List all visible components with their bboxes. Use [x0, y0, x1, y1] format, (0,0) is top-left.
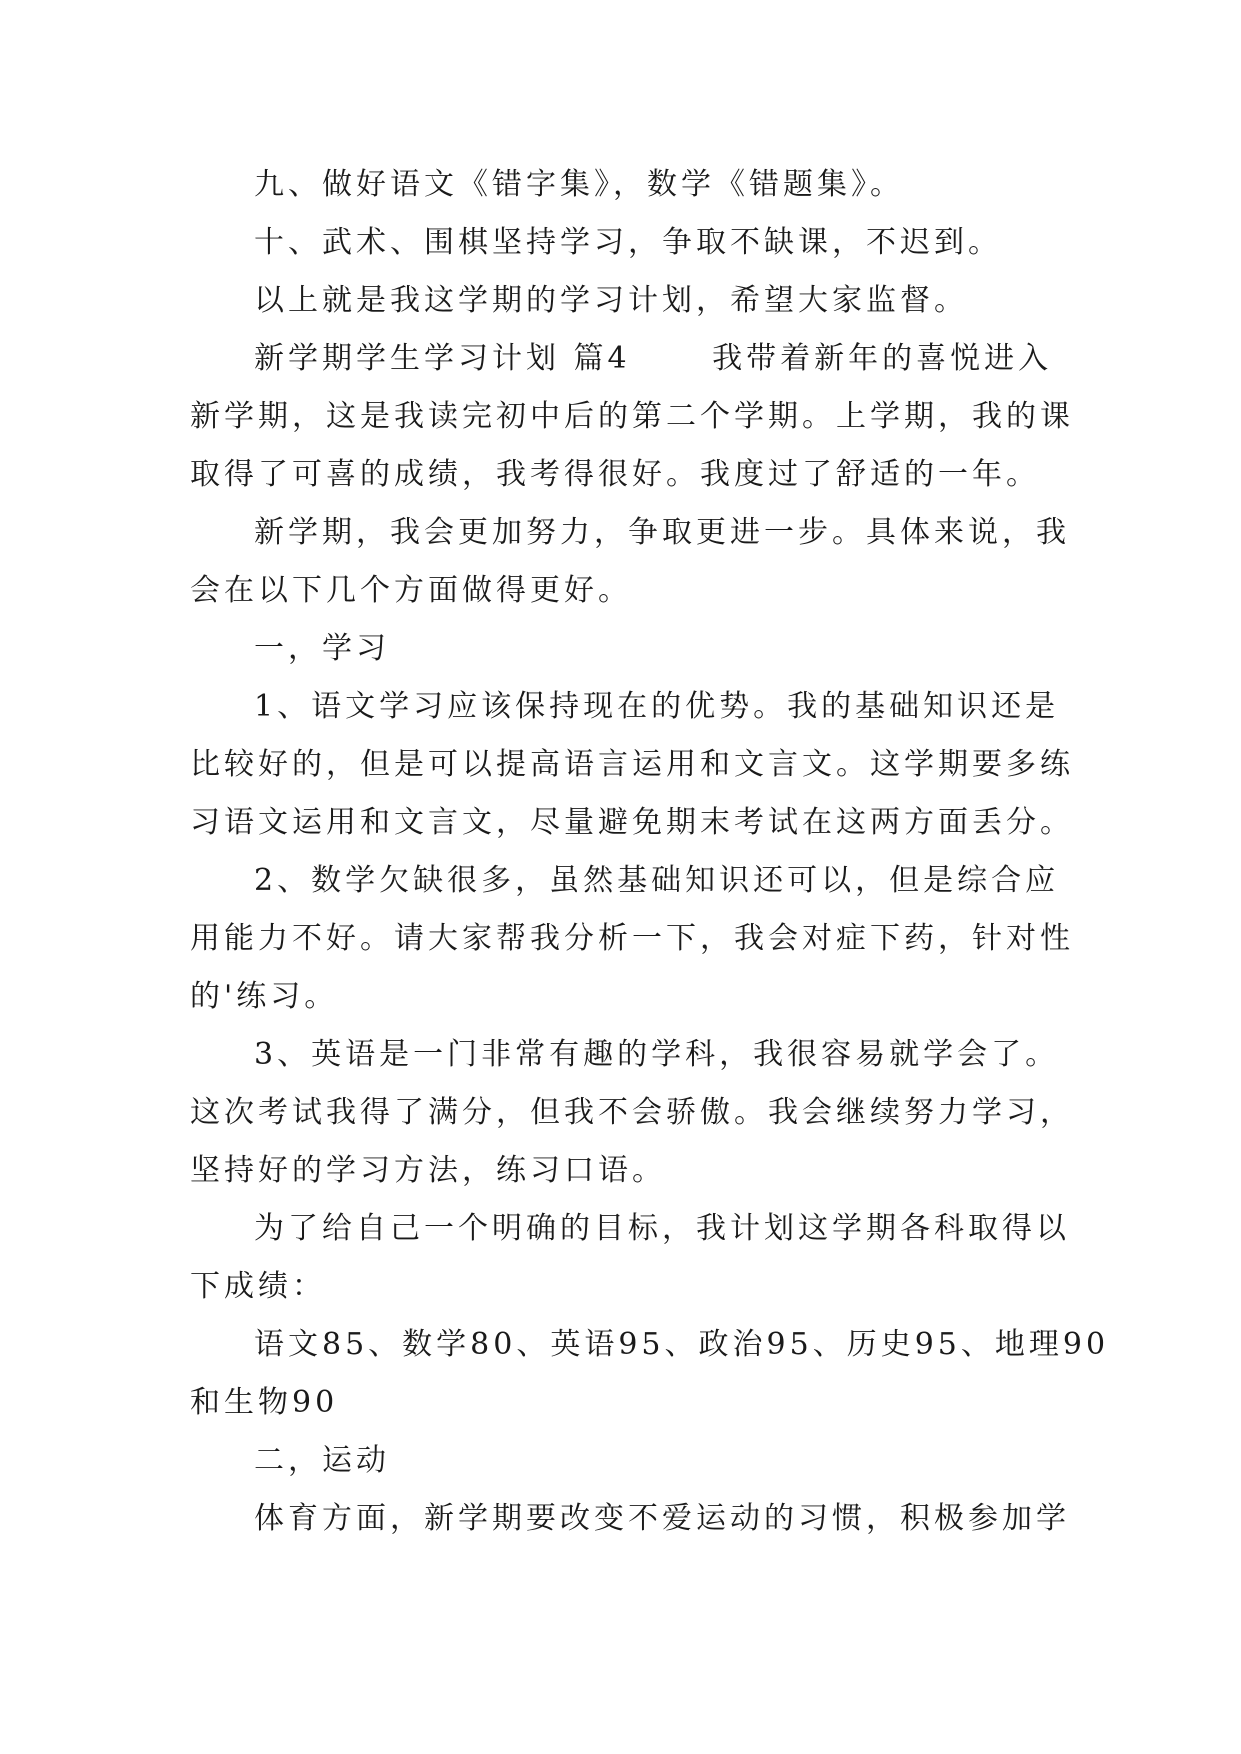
grades-line: 语文85、数学80、英语95、政治95、历史95、地理90 — [254, 1327, 1110, 1362]
text-line: 坚持好的学习方法，练习口语。 — [190, 1153, 666, 1188]
text-line: 习语文运用和文言文，尽量避免期末考试在这两方面丢分。 — [190, 805, 1074, 840]
grades-line: 和生物90 — [190, 1385, 339, 1420]
text-line: 以上就是我这学期的学习计划，希望大家监督。 — [254, 283, 968, 318]
text-line: 为了给自己一个明确的目标，我计划这学期各科取得以 — [254, 1211, 1070, 1246]
text-line: 下成绩： — [190, 1269, 326, 1304]
text-line: 会在以下几个方面做得更好。 — [190, 573, 632, 608]
text-line: 新学期，这是我读完初中后的第二个学期。上学期，我的课 — [190, 399, 1074, 434]
text-line: 用能力不好。请大家帮我分析一下，我会对症下药，针对性 — [190, 921, 1074, 956]
text-line: 1、语文学习应该保持现在的优势。我的基础知识还是 — [254, 689, 1060, 724]
text-line: 九、做好语文《错字集》，数学《错题集》。 — [254, 167, 904, 202]
section-heading-line: 新学期学生学习计划 篇4 我带着新年的喜悦进入 — [254, 341, 1053, 376]
document-body — [190, 156, 1110, 1548]
text-line: 这次考试我得了满分，但我不会骄傲。我会继续努力学习， — [190, 1095, 1074, 1130]
text-line: 比较好的，但是可以提高语言运用和文言文。这学期要多练 — [190, 747, 1074, 782]
text-line: 2、数学欠缺很多，虽然基础知识还可以，但是综合应 — [254, 863, 1060, 898]
subheading-sports: 二，运动 — [254, 1443, 390, 1478]
text-line: 十、武术、围棋坚持学习，争取不缺课，不迟到。 — [254, 225, 1002, 260]
text-line: 体育方面，新学期要改变不爱运动的习惯，积极参加学 — [254, 1501, 1070, 1536]
text-line: 新学期，我会更加努力，争取更进一步。具体来说，我 — [254, 515, 1070, 550]
text-line: 的'练习。 — [190, 979, 339, 1014]
text-line: 3、英语是一门非常有趣的学科，我很容易就学会了。 — [254, 1037, 1060, 1072]
subheading-study: 一，学习 — [254, 631, 390, 666]
text-line: 取得了可喜的成绩，我考得很好。我度过了舒适的一年。 — [190, 457, 1040, 492]
